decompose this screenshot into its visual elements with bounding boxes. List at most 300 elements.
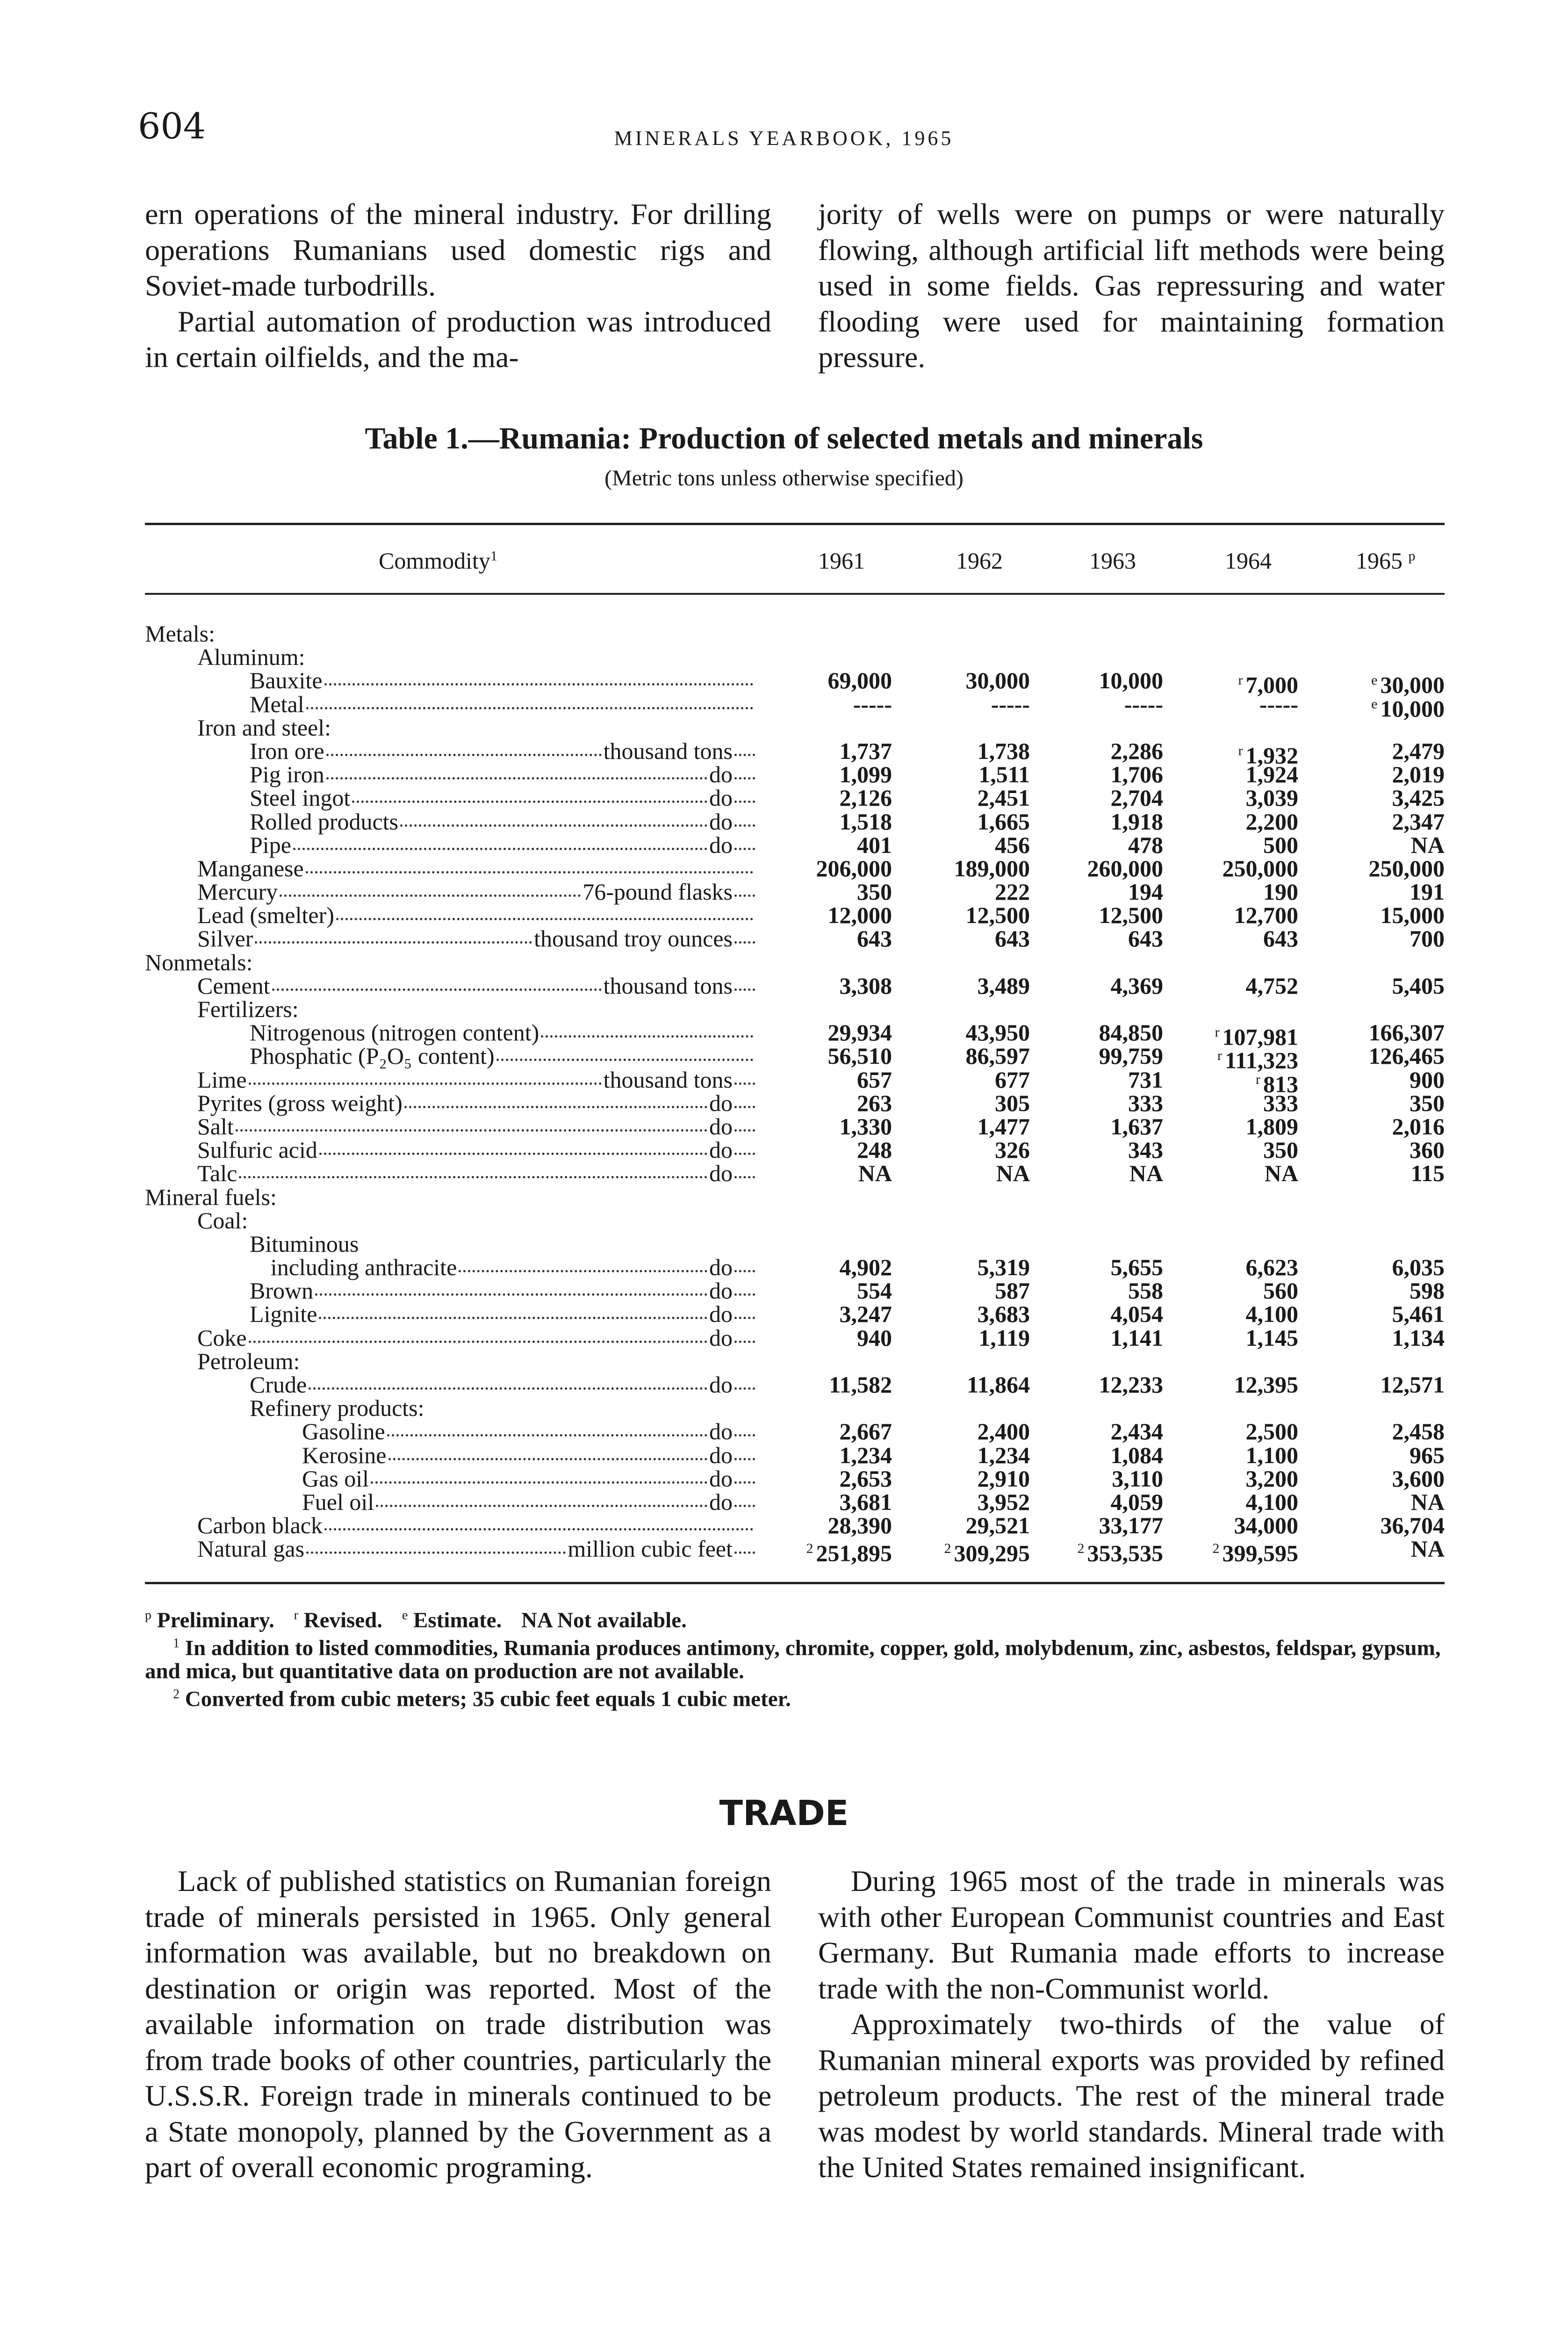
legend-text: Preliminary. — [157, 1608, 280, 1632]
row-label — [145, 1373, 755, 1396]
value-cell: 554 — [857, 1277, 892, 1304]
unit-label: 76-pound flasks — [583, 879, 733, 905]
table-row — [145, 645, 1445, 669]
table-row — [145, 737, 1445, 769]
value-cell: 1,637 — [1110, 1113, 1163, 1140]
row-label — [145, 857, 755, 880]
table-row — [145, 951, 1445, 974]
year-header: 1962 — [956, 548, 1003, 574]
row-label — [145, 833, 755, 857]
commodity-name: Bituminous — [250, 1230, 359, 1257]
value-cell: 598 — [1410, 1277, 1445, 1304]
footnote-marker: e — [1371, 696, 1378, 712]
row-label — [145, 1349, 755, 1373]
table-row — [145, 1326, 1445, 1349]
dot-leader — [734, 1256, 755, 1272]
footnote-marker: 1 — [490, 548, 497, 564]
value-cell: 250,000 — [1368, 855, 1445, 881]
value-cell: $^2$ 399,595 — [1212, 1540, 1298, 1566]
value-cell: 5,461 — [1392, 1301, 1445, 1328]
row-label — [145, 1044, 755, 1068]
unit-label: do — [709, 1254, 733, 1281]
dot-leader — [239, 1162, 707, 1178]
row-label — [145, 1467, 755, 1490]
value-cell: $^r$ 107,981 — [1215, 1024, 1298, 1050]
value-cell: $^r$ 1,932 — [1238, 742, 1298, 769]
value-cell: 43,950 — [965, 1019, 1030, 1046]
value-cell: 2,126 — [839, 785, 892, 811]
paragraph: ern operations of the mineral industry. For drilling operations Rumanians used domestic rigs and Soviet-made turbodrills. — [145, 197, 771, 302]
footnote-marker: r — [294, 1608, 298, 1623]
intro-left-column — [145, 196, 771, 375]
value-cell: 12,500 — [1099, 902, 1163, 929]
value-cell: 3,200 — [1245, 1465, 1298, 1492]
section-heading: TRADE — [719, 1793, 849, 1833]
value-cell: 1,737 — [839, 737, 892, 764]
value-cell: 2,286 — [1110, 737, 1163, 764]
value-cell: 456 — [995, 831, 1030, 858]
table-row — [145, 1443, 1445, 1467]
value-cell: 12,233 — [1099, 1371, 1163, 1398]
value-cell: 4,059 — [1110, 1488, 1163, 1515]
footnote-marker: e — [1371, 672, 1378, 688]
unit-label: do — [709, 785, 733, 811]
table-row — [145, 1490, 1445, 1514]
footnotes — [145, 1604, 1445, 1711]
commodity-name: Mercury — [197, 879, 278, 905]
row-label — [145, 763, 755, 786]
commodity-name: Kerosine — [302, 1442, 387, 1468]
value-cell: 343 — [1128, 1137, 1163, 1163]
value-cell: 36,704 — [1380, 1512, 1445, 1539]
value-cell: 56,510 — [827, 1043, 892, 1069]
unit-label: do — [709, 831, 733, 858]
value-cell: 4,100 — [1245, 1301, 1298, 1328]
dot-leader — [336, 903, 753, 920]
value-cell: $^r$ 813 — [1256, 1071, 1298, 1097]
value-cell: $^e$ 10,000 — [1371, 695, 1445, 722]
table-row — [145, 1302, 1445, 1326]
paragraph: Approximately two-thirds of the value of Rumanian mineral exports was provided by refined petroleum products. The rest of the mineral trade was modest by world standards. Mineral trade with the United States remained insignificant. — [818, 2007, 1445, 2184]
dot-leader — [734, 1373, 755, 1390]
value-cell: NA — [1129, 1160, 1163, 1187]
footnote-marker: 2 — [1077, 1541, 1085, 1557]
value-cell: $^2$ 309,295 — [944, 1540, 1030, 1566]
legend-text: Estimate. — [413, 1608, 508, 1632]
row-label — [145, 1115, 755, 1138]
footnote-marker: 2 — [1212, 1541, 1220, 1557]
table-row — [145, 833, 1445, 857]
value-cell: 900 — [1410, 1066, 1445, 1093]
dot-leader — [734, 974, 755, 991]
commodity-name: Steel ingot — [250, 785, 351, 811]
value-cell: 10,000 — [1099, 667, 1163, 694]
year-header: 1963 — [1089, 548, 1136, 574]
table-row — [145, 974, 1445, 997]
value-cell: 1,511 — [978, 761, 1030, 788]
value-cell: 2,479 — [1392, 737, 1445, 764]
table-row — [145, 927, 1445, 950]
table-row — [145, 1396, 1445, 1420]
row-label — [145, 1326, 755, 1349]
unit-label: do — [709, 1160, 733, 1187]
value-cell: NA — [1410, 1536, 1445, 1562]
unit-label: thousand tons — [603, 972, 733, 999]
value-cell: 2,500 — [1245, 1418, 1298, 1445]
value-cell: 700 — [1410, 925, 1445, 952]
value-cell: 99,759 — [1099, 1043, 1163, 1069]
value-cell: 191 — [1410, 879, 1445, 905]
value-cell: 333 — [1263, 1090, 1298, 1116]
value-cell: 166,307 — [1368, 1019, 1445, 1046]
table-body — [145, 621, 1445, 1566]
value-cell: 3,489 — [977, 972, 1030, 999]
paragraph: Lack of published statistics on Rumanian foreign trade of minerals persisted in 1965. Only general information was available, but no breakdown on destination or origin was reported. Most of the available information on trade distribution was from trade books of other countries, particularly the U.S.S.R. Foreign trade in minerals continued to be a State monopoly, planned by the Government as a part of overall economic programing. — [145, 1864, 771, 2184]
value-cell: 2,653 — [839, 1465, 892, 1492]
commodity-name: Lignite — [250, 1301, 317, 1328]
value-cell: NA — [1264, 1160, 1298, 1187]
value-cell: 2,667 — [839, 1418, 892, 1445]
footnote-2 — [145, 1683, 1445, 1711]
table-row — [145, 1138, 1445, 1162]
row-label — [145, 1021, 755, 1044]
dot-leader — [734, 1443, 755, 1460]
value-cell: 1,141 — [1110, 1324, 1163, 1351]
commodity-name: Fertilizers: — [197, 996, 299, 1022]
unit-label: do — [709, 1277, 733, 1304]
table-row — [145, 1162, 1445, 1185]
value-cell: 1,477 — [977, 1113, 1030, 1140]
row-label — [145, 1209, 755, 1232]
unit-label: do — [709, 1324, 733, 1351]
dot-leader — [236, 1115, 707, 1132]
dot-leader — [255, 927, 532, 944]
value-cell: 6,035 — [1392, 1254, 1445, 1281]
commodity-header-label: Commodity — [379, 548, 490, 574]
value-cell: 206,000 — [816, 855, 892, 881]
commodity-name: Gasoline — [302, 1418, 385, 1445]
dot-leader — [249, 1068, 602, 1085]
footnote-marker: 2 — [173, 1687, 180, 1702]
table-row — [145, 1467, 1445, 1490]
footnote-marker: 2 — [806, 1541, 813, 1557]
value-cell: 12,500 — [965, 902, 1030, 929]
dot-leader — [306, 693, 753, 709]
table-row — [145, 857, 1445, 880]
value-cell: NA — [858, 1160, 892, 1187]
commodity-name: Pyrites (gross weight) — [197, 1090, 403, 1116]
footnote-marker: r — [1238, 672, 1243, 688]
value-cell: 3,683 — [977, 1301, 1030, 1328]
footnote-marker: e — [402, 1608, 408, 1623]
value-cell: 5,319 — [977, 1254, 1030, 1281]
footnote-text: In addition to listed commodities, Rumania produces antimony, chromite, copper, gold, molybdenum, zinc, asbestos, feldspar, gypsum, and mica, but quantitative data on production are not available. — [145, 1636, 1441, 1684]
trade-right-column — [818, 1863, 1445, 2186]
row-label — [145, 1443, 755, 1467]
value-cell: 1,738 — [977, 737, 1030, 764]
value-cell: 34,000 — [1234, 1512, 1298, 1539]
value-cell: 263 — [857, 1090, 892, 1116]
commodity-name: Petroleum: — [197, 1348, 300, 1374]
value-cell: 587 — [995, 1277, 1030, 1304]
row-label — [145, 1279, 755, 1302]
footnote-marker: 2 — [944, 1541, 951, 1557]
dot-leader — [734, 763, 755, 779]
footnote-marker: r — [1238, 743, 1243, 758]
commodity-name: Aluminum: — [197, 644, 305, 671]
value-cell: ----- — [853, 691, 892, 717]
dot-leader — [387, 1420, 707, 1436]
dot-leader — [326, 763, 707, 779]
row-label — [145, 1514, 755, 1537]
footnote-marker: 1 — [173, 1636, 180, 1651]
table-row — [145, 1232, 1445, 1256]
value-cell: 1,234 — [839, 1442, 892, 1468]
value-cell: 643 — [995, 925, 1030, 952]
row-label — [145, 645, 755, 669]
row-label — [145, 739, 755, 763]
value-cell: 1,809 — [1245, 1113, 1298, 1140]
commodity-name: Natural gas — [197, 1536, 305, 1562]
value-cell: 5,655 — [1110, 1254, 1163, 1281]
dot-leader — [280, 880, 581, 897]
value-cell: 4,752 — [1245, 972, 1298, 999]
dot-leader — [734, 1279, 755, 1296]
value-cell: 643 — [1128, 925, 1163, 952]
value-cell: 360 — [1410, 1137, 1445, 1163]
row-label — [145, 1396, 755, 1420]
table-row — [145, 691, 1445, 722]
table-row — [145, 622, 1445, 645]
table-row — [145, 1420, 1445, 1443]
footnote-marker: r — [1215, 1025, 1220, 1040]
value-cell: 190 — [1263, 879, 1298, 905]
dot-leader — [541, 1021, 753, 1038]
dot-leader — [315, 1279, 707, 1296]
dot-leader — [319, 1302, 707, 1319]
value-cell: 2,704 — [1110, 785, 1163, 811]
commodity-name: Nonmetals: — [145, 949, 253, 975]
value-cell: ----- — [1124, 691, 1163, 717]
dot-leader — [734, 1302, 755, 1319]
unit-label: do — [709, 1488, 733, 1515]
value-cell: 643 — [1263, 925, 1298, 952]
commodity-name: Fuel oil — [302, 1488, 374, 1515]
value-cell: 2,434 — [1110, 1418, 1163, 1445]
value-cell: 3,308 — [839, 972, 892, 999]
row-label — [145, 880, 755, 903]
dot-leader — [734, 833, 755, 850]
dot-leader — [249, 1326, 707, 1343]
table-top-rule — [145, 523, 1445, 525]
value-cell: ----- — [1259, 691, 1298, 717]
table-row — [145, 1536, 1445, 1566]
dot-leader — [388, 1443, 708, 1460]
table-row — [145, 1349, 1445, 1373]
value-cell: 1,145 — [1245, 1324, 1298, 1351]
dot-leader — [309, 1373, 707, 1390]
year-header: 1964 — [1225, 548, 1272, 574]
dot-leader — [324, 1514, 753, 1530]
row-label — [145, 997, 755, 1021]
unit-label: do — [709, 1418, 733, 1445]
dot-leader — [734, 739, 755, 756]
footnote-text: Converted from cubic meters; 35 cubic feet equals 1 cubic meter. — [185, 1687, 791, 1711]
unit-label: thousand troy ounces — [534, 925, 733, 952]
commodity-name: Nitrogenous (nitrogen content) — [250, 1019, 539, 1046]
value-cell: 5,405 — [1392, 972, 1445, 999]
value-cell: 115 — [1410, 1160, 1445, 1187]
dot-leader — [404, 1091, 707, 1108]
unit-label: do — [709, 1442, 733, 1468]
value-cell: NA — [1410, 831, 1445, 858]
commodity-name: Pipe — [250, 831, 291, 858]
table-row — [145, 786, 1445, 809]
value-cell: 33,177 — [1099, 1512, 1163, 1539]
unit-label: do — [709, 1113, 733, 1140]
footnote-legend — [145, 1604, 1445, 1632]
dot-leader — [306, 857, 753, 873]
dot-leader — [324, 669, 753, 686]
value-cell: 1,924 — [1245, 761, 1298, 788]
table-row — [145, 903, 1445, 927]
row-label — [145, 951, 755, 974]
row-label — [145, 1420, 755, 1443]
dot-leader — [734, 1490, 755, 1507]
dot-leader — [734, 1537, 755, 1554]
value-cell: 2,400 — [977, 1418, 1030, 1445]
table-row — [145, 716, 1445, 739]
dot-leader — [496, 1044, 753, 1061]
value-cell: 222 — [995, 879, 1030, 905]
value-cell: 28,390 — [827, 1512, 892, 1539]
value-cell: 4,100 — [1245, 1488, 1298, 1515]
unit-label: do — [709, 1301, 733, 1328]
trade-left-column — [145, 1863, 771, 2186]
value-cell: 657 — [857, 1066, 892, 1093]
row-label — [145, 1091, 755, 1115]
value-cell: 12,000 — [827, 902, 892, 929]
unit-label: do — [709, 1137, 733, 1163]
row-label — [145, 1537, 755, 1560]
value-cell: 3,952 — [977, 1488, 1030, 1515]
table-row — [145, 1066, 1445, 1097]
table-row — [145, 1373, 1445, 1396]
table-row — [145, 1019, 1445, 1050]
value-cell: NA — [1410, 1488, 1445, 1515]
table-row — [145, 1279, 1445, 1302]
value-cell: 250,000 — [1222, 855, 1298, 881]
dot-leader — [326, 739, 602, 756]
table-header — [145, 547, 1445, 580]
value-cell: 2,910 — [977, 1465, 1030, 1492]
commodity-name: Iron and steel: — [197, 714, 331, 741]
row-label — [145, 786, 755, 809]
value-cell: 189,000 — [954, 855, 1030, 881]
value-cell: 500 — [1263, 831, 1298, 858]
value-cell: 333 — [1128, 1090, 1163, 1116]
value-cell: 1,100 — [1245, 1442, 1298, 1468]
value-cell: 558 — [1128, 1277, 1163, 1304]
dot-leader — [306, 1537, 566, 1554]
year-header: 1961 — [818, 548, 865, 574]
commodity-name: Refinery products: — [250, 1395, 424, 1422]
commodity-name: Manganese — [197, 855, 304, 881]
commodity-name: including anthracite — [270, 1254, 457, 1281]
row-label — [145, 810, 755, 833]
value-cell: 1,665 — [977, 808, 1030, 835]
unit-label: do — [709, 1371, 733, 1398]
row-label — [145, 1162, 755, 1185]
value-cell: 326 — [995, 1137, 1030, 1163]
dot-leader — [376, 1490, 707, 1507]
table-row — [145, 997, 1445, 1021]
row-label — [145, 1302, 755, 1326]
table-row — [145, 810, 1445, 833]
footnote-1 — [145, 1632, 1445, 1683]
value-cell: 1,330 — [839, 1113, 892, 1140]
commodity-name: Metal — [250, 691, 304, 717]
value-cell: 194 — [1128, 879, 1163, 905]
value-cell: 350 — [1410, 1090, 1445, 1116]
dot-leader — [272, 974, 602, 991]
commodity-name: Cement — [197, 972, 270, 999]
value-cell: 2,451 — [977, 785, 1030, 811]
commodity-name: Coal: — [197, 1207, 248, 1234]
commodity-name: Pig iron — [250, 761, 324, 788]
value-cell: 2,019 — [1392, 761, 1445, 788]
table-row — [145, 1043, 1445, 1074]
value-cell: $^e$ 30,000 — [1371, 672, 1445, 699]
commodity-name: Bauxite — [250, 667, 323, 694]
value-cell: 12,700 — [1234, 902, 1298, 929]
paragraph: Partial automation of production was introduced in certain oilfields, and the ma- — [145, 304, 771, 374]
table-row — [145, 1514, 1445, 1537]
value-cell: 1,234 — [977, 1442, 1030, 1468]
row-label — [145, 669, 755, 692]
value-cell: ----- — [991, 691, 1030, 717]
unit-label: do — [709, 761, 733, 788]
value-cell: 1,084 — [1110, 1442, 1163, 1468]
value-cell: 731 — [1128, 1066, 1163, 1093]
commodity-name: Iron ore — [250, 737, 324, 764]
table-row — [145, 1185, 1445, 1209]
value-cell: NA — [996, 1160, 1030, 1187]
row-label — [145, 1232, 755, 1256]
value-cell: 12,571 — [1380, 1371, 1445, 1398]
table-row — [145, 1256, 1445, 1279]
dot-leader — [734, 1138, 755, 1155]
value-cell: 86,597 — [965, 1043, 1030, 1069]
unit-label: million cubic feet — [568, 1536, 733, 1562]
value-cell: 248 — [857, 1137, 892, 1163]
value-cell: 2,016 — [1392, 1113, 1445, 1140]
table-row — [145, 763, 1445, 786]
value-cell: 3,425 — [1392, 785, 1445, 811]
row-label — [145, 1138, 755, 1162]
dot-leader — [734, 1091, 755, 1108]
row-label — [145, 1185, 755, 1209]
value-cell: 1,134 — [1392, 1324, 1445, 1351]
value-cell: 3,681 — [839, 1488, 892, 1515]
row-label — [145, 974, 755, 997]
table-subtitle: (Metric tons unless otherwise specified) — [604, 466, 964, 491]
table-row — [145, 880, 1445, 903]
footnote-marker: p — [1408, 548, 1416, 564]
dot-leader — [734, 786, 755, 803]
row-label — [145, 1068, 755, 1091]
dot-leader — [734, 1068, 755, 1085]
